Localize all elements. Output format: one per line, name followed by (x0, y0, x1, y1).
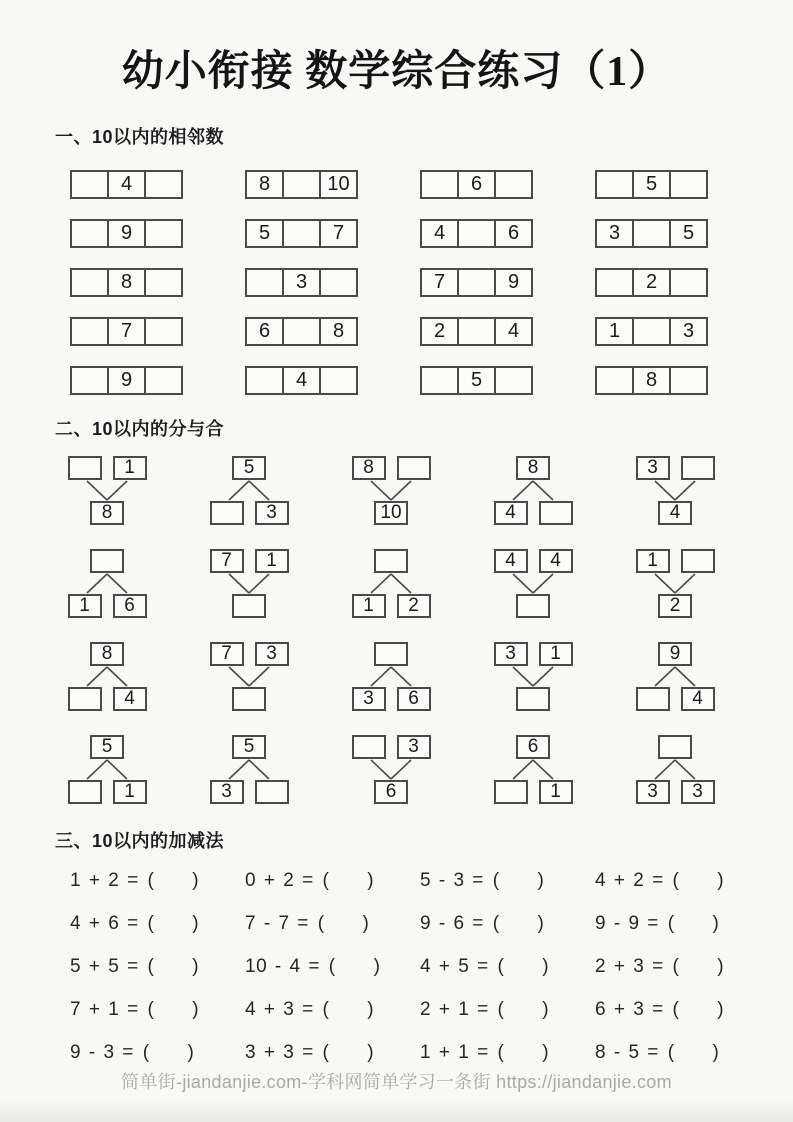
bond-answer-box[interactable] (397, 456, 431, 480)
neighbor-given-cell: 9 (494, 268, 533, 297)
neighbor-answer-cell[interactable] (494, 170, 533, 199)
bond-given-box: 7 (210, 549, 244, 573)
neighbor-strip (245, 317, 358, 346)
paren-open: ( (147, 999, 155, 1020)
neighbor-given-cell: 8 (107, 268, 146, 297)
bond-given-box: 3 (352, 687, 386, 711)
paren-open: ( (667, 1042, 675, 1063)
section-bonds-heading: 二、10以内的分与合 (55, 419, 225, 439)
equation-item (420, 999, 595, 1020)
bond-answer-box[interactable] (681, 456, 715, 480)
paren-close: ) (542, 999, 550, 1020)
equation-expression: 4 + 2 = (595, 870, 664, 891)
neighbor-given-cell: 4 (420, 219, 459, 248)
paren-open: ( (672, 870, 680, 891)
bond-given-box: 8 (352, 456, 386, 480)
bond-connector (488, 759, 578, 780)
bond-connector (62, 759, 152, 780)
number-bond (630, 735, 720, 808)
number-bond (488, 642, 578, 715)
bond-given-box: 1 (539, 780, 573, 804)
bond-given-box: 6 (374, 780, 408, 804)
number-bond (346, 735, 436, 808)
neighbor-given-cell: 5 (669, 219, 708, 248)
paren-open: ( (147, 913, 155, 934)
neighbor-strip (245, 170, 358, 199)
bond-given-box: 8 (90, 642, 124, 666)
paren-close: ) (537, 913, 545, 934)
equation-expression: 10 - 4 = (245, 956, 320, 977)
neighbor-given-cell: 2 (632, 268, 671, 297)
paren-open: ( (147, 956, 155, 977)
neighbor-given-cell: 8 (632, 366, 671, 395)
equation-expression: 8 - 5 = (595, 1042, 659, 1063)
equation-item (420, 870, 595, 891)
bond-answer-box[interactable] (539, 501, 573, 525)
equation-expression: 1 + 1 = (420, 1042, 489, 1063)
number-bond (630, 642, 720, 715)
neighbor-strip (420, 268, 533, 297)
bond-connector (630, 759, 720, 780)
equation-item (245, 1042, 420, 1063)
bond-given-box: 1 (113, 456, 147, 480)
paren-close: ) (192, 956, 200, 977)
paren-close: ) (192, 999, 200, 1020)
neighbor-given-cell: 2 (420, 317, 459, 346)
bond-connector (204, 759, 294, 780)
bond-given-box: 8 (516, 456, 550, 480)
neighbor-strip (420, 317, 533, 346)
bond-given-box: 1 (68, 594, 102, 618)
section-neighbors-heading: 一、10以内的相邻数 (55, 127, 225, 147)
bond-given-box: 6 (113, 594, 147, 618)
neighbor-answer-cell[interactable] (282, 219, 321, 248)
bond-answer-box[interactable] (636, 687, 670, 711)
equation-expression: 5 + 5 = (70, 956, 139, 977)
number-bond (630, 456, 720, 529)
neighbor-answer-cell[interactable] (595, 170, 634, 199)
neighbor-answer-cell[interactable] (70, 317, 109, 346)
paren-open: ( (492, 870, 500, 891)
equation-item (245, 999, 420, 1020)
bond-given-box: 3 (636, 780, 670, 804)
bond-given-box: 7 (210, 642, 244, 666)
paren-close: ) (367, 999, 375, 1020)
neighbor-given-cell: 5 (632, 170, 671, 199)
equation-item (245, 913, 420, 934)
number-bond (62, 549, 152, 622)
bond-connector (62, 480, 152, 501)
neighbor-answer-cell[interactable] (144, 219, 183, 248)
bond-given-box: 3 (397, 735, 431, 759)
equation-expression: 6 + 3 = (595, 999, 664, 1020)
bond-connector (488, 666, 578, 687)
neighbor-strip (70, 317, 183, 346)
neighbor-given-cell: 7 (107, 317, 146, 346)
neighbor-answer-cell[interactable] (457, 219, 496, 248)
number-bond (204, 549, 294, 622)
equation-expression: 2 + 1 = (420, 999, 489, 1020)
paren-open: ( (497, 956, 505, 977)
neighbor-answer-cell[interactable] (70, 219, 109, 248)
bond-given-box: 8 (90, 501, 124, 525)
neighbor-strip (245, 219, 358, 248)
neighbor-given-cell: 5 (245, 219, 284, 248)
bond-given-box: 3 (255, 501, 289, 525)
equation-item (595, 870, 770, 891)
equation-item (595, 956, 770, 977)
neighbor-answer-cell[interactable] (245, 268, 284, 297)
bond-given-box: 3 (255, 642, 289, 666)
neighbor-answer-cell[interactable] (144, 317, 183, 346)
paren-close: ) (373, 956, 381, 977)
equation-item (70, 870, 245, 891)
bond-given-box: 9 (658, 642, 692, 666)
neighbor-answer-cell[interactable] (70, 170, 109, 199)
bond-connector (488, 480, 578, 501)
bond-given-box: 4 (113, 687, 147, 711)
bond-given-box: 2 (658, 594, 692, 618)
neighbor-given-cell: 10 (319, 170, 358, 199)
bond-given-box: 1 (636, 549, 670, 573)
bond-given-box: 4 (494, 549, 528, 573)
neighbor-strip (245, 366, 358, 395)
bonds-grid (62, 456, 720, 808)
equation-item (420, 913, 595, 934)
bond-given-box: 1 (255, 549, 289, 573)
paren-close: ) (542, 956, 550, 977)
neighbor-strip (70, 268, 183, 297)
neighbor-answer-cell[interactable] (595, 268, 634, 297)
bond-given-box: 3 (636, 456, 670, 480)
equation-expression: 4 + 6 = (70, 913, 139, 934)
equation-expression: 2 + 3 = (595, 956, 664, 977)
neighbor-strip (420, 170, 533, 199)
bond-answer-box[interactable] (232, 594, 266, 618)
number-bond (488, 549, 578, 622)
paren-open: ( (492, 913, 500, 934)
neighbor-answer-cell[interactable] (457, 317, 496, 346)
neighbor-strip (70, 170, 183, 199)
paren-close: ) (187, 1042, 195, 1063)
bond-connector (630, 666, 720, 687)
paren-open: ( (667, 913, 675, 934)
paren-open: ( (322, 1042, 330, 1063)
paren-open: ( (317, 913, 325, 934)
equation-item (595, 1042, 770, 1063)
paren-close: ) (717, 999, 725, 1020)
paren-close: ) (367, 870, 375, 891)
bond-given-box: 6 (397, 687, 431, 711)
paren-open: ( (322, 870, 330, 891)
equation-expression: 0 + 2 = (245, 870, 314, 891)
bond-answer-box[interactable] (210, 501, 244, 525)
bond-given-box: 4 (658, 501, 692, 525)
equation-item (245, 870, 420, 891)
number-bond (488, 456, 578, 529)
equation-expression: 7 + 1 = (70, 999, 139, 1020)
neighbor-given-cell: 4 (107, 170, 146, 199)
neighbor-answer-cell[interactable] (632, 219, 671, 248)
bond-given-box: 6 (516, 735, 550, 759)
neighbor-given-cell: 6 (494, 219, 533, 248)
section-arithmetic-heading: 三、10以内的加减法 (55, 831, 225, 851)
neighbor-strip (420, 219, 533, 248)
equation-item (420, 1042, 595, 1063)
neighbor-given-cell: 8 (245, 170, 284, 199)
bond-given-box: 1 (113, 780, 147, 804)
neighbor-given-cell: 3 (595, 219, 634, 248)
neighbor-answer-cell[interactable] (457, 268, 496, 297)
paren-open: ( (497, 1042, 505, 1063)
page-title: 幼小衔接 数学综合练习（1） (121, 49, 672, 95)
equation-item (595, 913, 770, 934)
bond-connector (62, 666, 152, 687)
bond-given-box: 4 (539, 549, 573, 573)
neighbor-given-cell: 9 (107, 219, 146, 248)
neighbor-answer-cell[interactable] (669, 268, 708, 297)
equation-item (70, 956, 245, 977)
arithmetic-grid (70, 870, 770, 1063)
neighbor-answer-cell[interactable] (282, 317, 321, 346)
neighbor-strip (70, 219, 183, 248)
neighbor-given-cell: 6 (457, 170, 496, 199)
neighbor-strip (595, 317, 708, 346)
number-bond (346, 456, 436, 529)
paren-close: ) (192, 870, 200, 891)
bond-given-box: 4 (494, 501, 528, 525)
bond-connector (346, 666, 436, 687)
bond-connector (204, 480, 294, 501)
neighbor-answer-cell[interactable] (632, 317, 671, 346)
neighbor-given-cell: 1 (595, 317, 634, 346)
equation-item (70, 1042, 245, 1063)
bond-answer-box[interactable] (68, 687, 102, 711)
neighbors-grid (70, 170, 708, 395)
bond-given-box: 5 (232, 735, 266, 759)
paren-open: ( (147, 870, 155, 891)
bond-given-box: 10 (374, 501, 408, 525)
equation-item (420, 956, 595, 977)
bond-connector (62, 573, 152, 594)
paren-close: ) (362, 913, 370, 934)
number-bond (630, 549, 720, 622)
neighbor-given-cell: 7 (319, 219, 358, 248)
paren-open: ( (672, 999, 680, 1020)
equation-expression: 9 - 6 = (420, 913, 484, 934)
paren-close: ) (717, 956, 725, 977)
bond-answer-box[interactable] (681, 549, 715, 573)
neighbor-given-cell: 3 (669, 317, 708, 346)
neighbor-strip (595, 366, 708, 395)
bond-given-box: 5 (232, 456, 266, 480)
neighbor-answer-cell[interactable] (669, 366, 708, 395)
number-bond (204, 642, 294, 715)
bond-given-box: 2 (397, 594, 431, 618)
paren-close: ) (542, 1042, 550, 1063)
neighbor-answer-cell[interactable] (420, 170, 459, 199)
bond-answer-box[interactable] (255, 780, 289, 804)
equation-expression: 3 + 3 = (245, 1042, 314, 1063)
neighbor-answer-cell[interactable] (70, 366, 109, 395)
bond-answer-box[interactable] (516, 594, 550, 618)
bond-given-box: 3 (210, 780, 244, 804)
equation-item (595, 999, 770, 1020)
neighbor-answer-cell[interactable] (319, 268, 358, 297)
equation-item (70, 913, 245, 934)
number-bond (346, 642, 436, 715)
equation-expression: 7 - 7 = (245, 913, 309, 934)
paren-close: ) (712, 913, 720, 934)
neighbor-strip (420, 366, 533, 395)
neighbor-given-cell: 4 (494, 317, 533, 346)
neighbor-answer-cell[interactable] (420, 366, 459, 395)
neighbor-answer-cell[interactable] (70, 268, 109, 297)
neighbor-given-cell: 4 (282, 366, 321, 395)
bond-answer-box[interactable] (232, 687, 266, 711)
neighbor-answer-cell[interactable] (494, 366, 533, 395)
equation-expression: 9 - 3 = (70, 1042, 134, 1063)
number-bond (204, 456, 294, 529)
neighbor-answer-cell[interactable] (245, 366, 284, 395)
bond-given-box: 3 (494, 642, 528, 666)
bond-connector (204, 573, 294, 594)
neighbor-given-cell: 8 (319, 317, 358, 346)
bond-given-box: 4 (681, 687, 715, 711)
neighbor-strip (70, 366, 183, 395)
bond-answer-box[interactable] (68, 456, 102, 480)
number-bond (346, 549, 436, 622)
bond-answer-box[interactable] (516, 687, 550, 711)
neighbor-given-cell: 5 (457, 366, 496, 395)
bond-given-box: 3 (681, 780, 715, 804)
equation-item (70, 999, 245, 1020)
footer-watermark: 简单街-jiandanjie.com-学科网简单学习一条街 https://jiandanjie.com (121, 1072, 672, 1092)
bond-connector (630, 573, 720, 594)
neighbor-given-cell: 3 (282, 268, 321, 297)
number-bond (488, 735, 578, 808)
bond-given-box: 5 (90, 735, 124, 759)
paren-close: ) (717, 870, 725, 891)
neighbor-answer-cell[interactable] (282, 170, 321, 199)
equation-expression: 9 - 9 = (595, 913, 659, 934)
bond-connector (630, 480, 720, 501)
bond-answer-box[interactable] (68, 780, 102, 804)
bond-answer-box[interactable] (374, 549, 408, 573)
equation-expression: 1 + 2 = (70, 870, 139, 891)
paren-open: ( (142, 1042, 150, 1063)
paren-close: ) (537, 870, 545, 891)
paren-open: ( (322, 999, 330, 1020)
bond-connector (204, 666, 294, 687)
bond-connector (346, 573, 436, 594)
neighbor-answer-cell[interactable] (144, 268, 183, 297)
number-bond (62, 642, 152, 715)
paren-close: ) (367, 1042, 375, 1063)
bond-answer-box[interactable] (494, 780, 528, 804)
neighbor-given-cell: 7 (420, 268, 459, 297)
number-bond (204, 735, 294, 808)
paren-open: ( (497, 999, 505, 1020)
neighbor-strip (595, 170, 708, 199)
bond-connector (346, 480, 436, 501)
bond-given-box: 1 (539, 642, 573, 666)
neighbor-strip (245, 268, 358, 297)
equation-expression: 4 + 5 = (420, 956, 489, 977)
paren-close: ) (712, 1042, 720, 1063)
bond-answer-box[interactable] (352, 735, 386, 759)
bond-given-box: 1 (352, 594, 386, 618)
bond-connector (346, 759, 436, 780)
neighbor-answer-cell[interactable] (144, 366, 183, 395)
neighbor-strip (595, 219, 708, 248)
bond-answer-box[interactable] (374, 642, 408, 666)
neighbor-given-cell: 6 (245, 317, 284, 346)
paren-close: ) (192, 913, 200, 934)
number-bond (62, 456, 152, 529)
equation-expression: 4 + 3 = (245, 999, 314, 1020)
paren-open: ( (672, 956, 680, 977)
neighbor-answer-cell[interactable] (319, 366, 358, 395)
bond-answer-box[interactable] (90, 549, 124, 573)
neighbor-answer-cell[interactable] (669, 170, 708, 199)
neighbor-given-cell: 9 (107, 366, 146, 395)
paren-open: ( (328, 956, 336, 977)
neighbor-strip (595, 268, 708, 297)
bond-answer-box[interactable] (658, 735, 692, 759)
number-bond (62, 735, 152, 808)
equation-item (245, 956, 420, 977)
equation-expression: 5 - 3 = (420, 870, 484, 891)
neighbor-answer-cell[interactable] (595, 366, 634, 395)
neighbor-answer-cell[interactable] (144, 170, 183, 199)
bond-connector (488, 573, 578, 594)
